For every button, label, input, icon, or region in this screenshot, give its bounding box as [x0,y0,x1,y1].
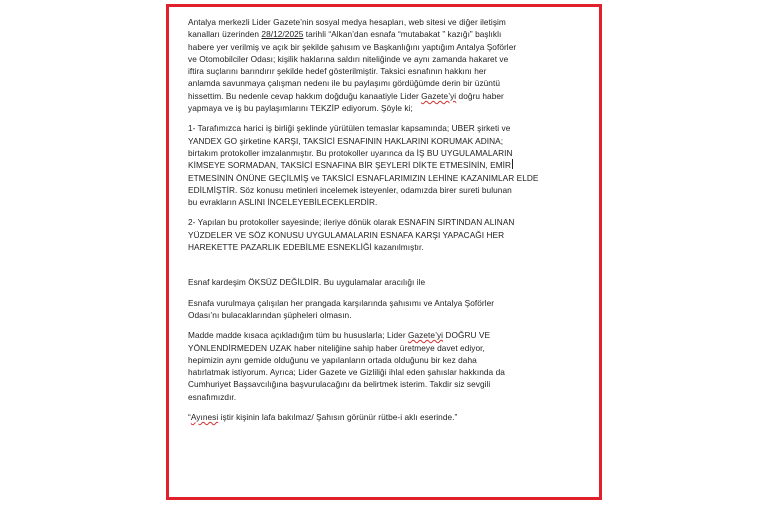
text-line: “Ayınesi iştir kişinin lafa bakılmaz/ Şahısın görünür rütbe-i aklı eserinde.” [188,412,458,423]
text-line: yapmaya ve iş bu paylaşımlarını TEKZİP ediyorum. Şöyle ki; [188,103,413,114]
text-line: bu evrakların ASLINI İNCELEYEBİLECEKLERDİR. [188,197,378,208]
text-line: Madde madde kısaca açıkladığım tüm bu hususlarla; Lider Gazete’yi DOĞRU VE [188,330,491,341]
text-cursor [512,159,513,169]
summary-paragraph [188,329,578,403]
text-line: hissettim. Bu nedenle cevap hakkım doğduğu kanaatiyle Lider Gazete’yi doğru haber [188,90,504,101]
document-body [188,16,578,423]
text-line: iftira suçlarını barındırır şekilde hedef gösterilmiştir. Taksici esnafının hakkını her [188,66,487,77]
spellcheck-flagged-word: Gazete’yi [421,90,457,101]
text-line: hatırlatmak istiyorum. Ayrıca; Lider Gazete ve Gizliliği ihlal eden şahıslar hakkında da [188,367,505,378]
text-line: HAREKETTE PAZARLIK EDEBİLME ESNEKLİĞİ kazanılmıştır. [188,242,424,253]
text-line: YÖNLENDİRMEDEN UZAK haber niteliğine sahip haber üretmeye davet ediyor, [188,342,485,353]
text-line: hepimizin aynı gemide olduğunu ve yapılanların ortada olduğunu bir kez daha [188,354,477,365]
text-line: Esnafa vurulmaya çalışılan her prangada karşılarında şahısımı ve Antalya Şoförler [188,297,495,308]
intro-paragraph [188,16,578,114]
victim-paragraph [188,297,578,322]
text-line: anlamda savunmaya çalışman nedenı ile bu paylaşımı gördüğümde derin bir üzüntü [188,78,500,89]
text-line: Antalya merkezli Lider Gazete’nin sosyal medya hesapları, web sitesi ve diğer iletişim [188,17,506,27]
text-line: esnafımızdır. [188,391,237,402]
quote-paragraph [188,411,578,423]
text-line: Esnaf kardeşim ÖKSÜZ DEĞİLDİR. Bu uygulamalar aracılığı ile [188,277,426,288]
orphan-paragraph [188,276,578,288]
item-1-paragraph [188,122,578,208]
text-line: 2- Yapılan bu protokoller sayesinde; ileriye dönük olarak ESNAFIN SIRTINDAN ALINAN [188,217,515,228]
text-line: kanalları üzerinden 28/12/2025 tarihli “Alkan’dan esnafa “mutabakat ” kazığı” başlıklı [188,29,502,40]
article-date: 28/12/2025 [261,29,304,40]
text-line: ve Otomobilciler Odası; kişilik haklarına saldırı niteliğinde ve aynı zamanda hakaret ve [188,53,509,64]
spellcheck-flagged-word: Gazete’yi [408,330,444,341]
text-line: YANDEX GO şirketine KARŞI, TAKSİCİ ESNAFININ HAKLARINI KORUMAK ADINA; [188,135,504,146]
text-line: ETMESİNİN ÖNÜNE GEÇİLMİŞ ve TAKSİCİ ESNAFLARIMIZIN LEHİNE KAZANIMLAR ELDE [188,172,539,183]
text-line: 1- Tarafımızca harici iş birliği şeklinde yürütülen temaslar kapsamında; UBER şirketi ve [188,123,511,134]
text-line: EDİLMİŞTİR. Söz konusu metinleri incelemek isteyenler, odamızda birer sureti bulunan [188,184,512,195]
text-line: habere yer verilmiş ve açık bir şekilde şahısım ve Başkanlığını yaptığım Antalya Şoförler [188,41,517,52]
text-line: YÜZDELER VE SÖZ KONUSU UYGULAMALARIN ESNAFA KARŞI YAPACAĞI HER [188,229,505,240]
text-line: KİMSEYE SORMADAN, TAKSİCİ ESNAFINA BİR ŞEYLERİ DİKTE ETMESİNİN, EMİR [188,160,512,171]
item-2-paragraph [188,216,578,253]
spellcheck-flagged-word: Ayınesi [190,412,219,423]
text-line: birtakım protokoller imzalanmıştır. Bu protokoller uyarınca da İŞ BU UYGULAMALARIN [188,147,513,158]
text-line: Cumhuriyet Başsavcılığına başvurulacağını da belirtmek isterim. Takdir siz sevgili [188,379,491,390]
text-line: Odası’nı bulacaklarından şüpheleri olmasın. [188,309,352,320]
